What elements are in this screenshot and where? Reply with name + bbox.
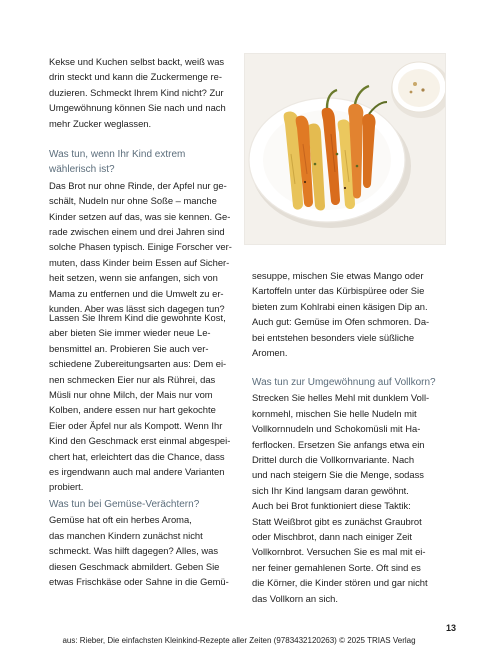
text-line: schiedene Zubereitungsarten aus: Dem ei- — [49, 358, 227, 370]
text-line: sesuppe, mischen Sie etwas Mango oder — [252, 270, 424, 281]
text-line: ferflocken. Ersetzen Sie anfangs etwa ein — [252, 438, 425, 450]
heading-line: wählerisch ist? — [49, 164, 115, 176]
section-picky-eater — [49, 147, 235, 316]
text-line: etwas Frischkäse oder Sahne in die Gemü- — [49, 576, 229, 588]
text-line: Vollkornnudeln und Schokomüsli mit Ha- — [252, 423, 421, 435]
text-line: Auch gut: Gemüse im Ofen schmoren. Da- — [252, 316, 430, 328]
text-line: drin steckt und kann die Zuckermenge re- — [49, 71, 223, 83]
text-line: Kolben, andere essen nur hart gekochte — [49, 404, 216, 416]
text-line: und nach steigern Sie die Menge, sodass — [252, 469, 424, 481]
paragraph — [49, 512, 235, 589]
section-whole-grain — [252, 375, 439, 606]
text-line: muten, dass Kinder beim Essen auf Sicher- — [49, 256, 230, 268]
text-line: Kartoffeln unter das Kürbispüree oder Sie — [252, 285, 425, 297]
text-line: ner feiner gemahlenen Sorte. Oft sind es — [252, 561, 421, 573]
text-line: heit setzen, wenn sie anfangen, sich von — [49, 272, 218, 284]
text-line: Strecken Sie helles Mehl mit dunklem Voll- — [252, 392, 430, 404]
text-line: kornmehl, mischen Sie helle Nudeln mit — [252, 407, 417, 419]
section-heading — [49, 497, 235, 512]
text-line: Mama zu entfernen und die Umwelt zu er- — [49, 287, 224, 299]
text-line: chert hat, erleichtert das die Chance, dass — [49, 450, 225, 462]
heading-line: Was tun zur Umgewöhnung auf Vollkorn? — [252, 377, 436, 388]
section-picky-eater-p2 — [49, 310, 235, 495]
food-photo — [245, 54, 445, 244]
text-line: Vollkornbrot. Versuchen Sie es mal mit ei- — [252, 546, 426, 558]
paragraph — [49, 310, 235, 495]
text-line: diesen Geschmack abmildert. Geben Sie — [49, 560, 220, 572]
text-line: es irgendwann auch mal andere Varianten — [49, 466, 225, 478]
text-line: Umgewöhnung können Sie nach und nach — [49, 102, 226, 114]
text-line: oder Mischbrot, dann nach einiger Zeit — [252, 531, 412, 543]
intro-paragraph — [49, 54, 235, 131]
text-line: Gemüse hat oft ein herbes Aroma, — [49, 514, 192, 526]
text-line: Müsli nur ohne Milch, der Mais nur vom — [49, 389, 213, 401]
paragraph — [252, 268, 439, 360]
footer-citation: aus: Rieber, Die einfachsten Kleinkind-Rezepte aller Zeiten (9783432120263) © 2025 TRIAS Verlag — [62, 636, 416, 645]
section-heading — [49, 147, 235, 178]
text-line: nen schmecken Eier nur als Rührei, das — [49, 373, 216, 385]
text-line: solche Phasen typisch. Einige Forscher ver- — [49, 241, 232, 253]
text-line: rade zwischen einem und drei Jahren sind — [49, 226, 225, 238]
text-line: kunden. Aber was lässt sich dagegen tun? — [49, 303, 225, 315]
text-line: Aromen. — [252, 347, 288, 359]
text-line: schält, Nudeln nur ohne Soße – manche — [49, 195, 217, 207]
section-heading — [252, 375, 439, 390]
text-line: die Körner, die Kinder stören und gar nicht — [252, 577, 428, 589]
page-number: 13 — [446, 623, 457, 633]
roasted-vegetables-illustration — [245, 54, 445, 244]
text-line: bei entstehen besonders viele süßliche — [252, 331, 415, 343]
text-line: probiert. — [49, 481, 84, 493]
text-line: Auch bei Brot funktioniert diese Taktik: — [252, 500, 411, 512]
text-line: Lassen Sie Ihrem Kind die gewohnte Kost, — [49, 312, 226, 323]
section-vegetable-haters — [49, 497, 235, 589]
text-line: duzieren. Schmeckt Ihrem Kind nicht? Zur — [49, 86, 224, 98]
heading-line: Was tun bei Gemüse-Verächtern? — [49, 499, 200, 510]
text-line: aber bieten Sie immer wieder neue Le- — [49, 327, 211, 339]
text-line: mehr Zucker weglassen. — [49, 117, 152, 129]
text-line: bieten zum Kohlrabi einen käsigen Dip an. — [252, 300, 428, 312]
text-line: Eier oder Äpfel nur als Kompott. Wenn Ihr — [49, 419, 223, 431]
text-line: Kind den Geschmack erst einmal abgespei- — [49, 435, 231, 447]
text-line: Statt Weißbrot gibt es zunächst Graubrot — [252, 515, 422, 527]
heading-line: Was tun, wenn Ihr Kind extrem — [49, 149, 186, 160]
text-line: Das Brot nur ohne Rinde, der Apfel nur ge- — [49, 179, 227, 191]
left-column — [49, 54, 235, 131]
text-line: Kinder setzen auf das, was sie kennen. Ge- — [49, 210, 231, 222]
text-line: das manchen Kindern zunächst nicht — [49, 529, 203, 541]
text-line: schmeckt. Was hilft dagegen? Alles, was — [49, 545, 219, 557]
text-line: sich Ihr Kind langsam daran gewöhnt. — [252, 484, 409, 496]
text-line: Drittel durch die Vollkornvariante. Nach — [252, 454, 415, 466]
paragraph — [49, 178, 235, 317]
right-column-continuation — [252, 268, 439, 360]
text-line: das Vollkorn an sich. — [252, 592, 338, 604]
paragraph — [252, 390, 439, 606]
text-line: bensmittel an. Probieren Sie auch ver- — [49, 342, 209, 354]
text-line: Kekse und Kuchen selbst backt, weiß was — [49, 56, 225, 67]
